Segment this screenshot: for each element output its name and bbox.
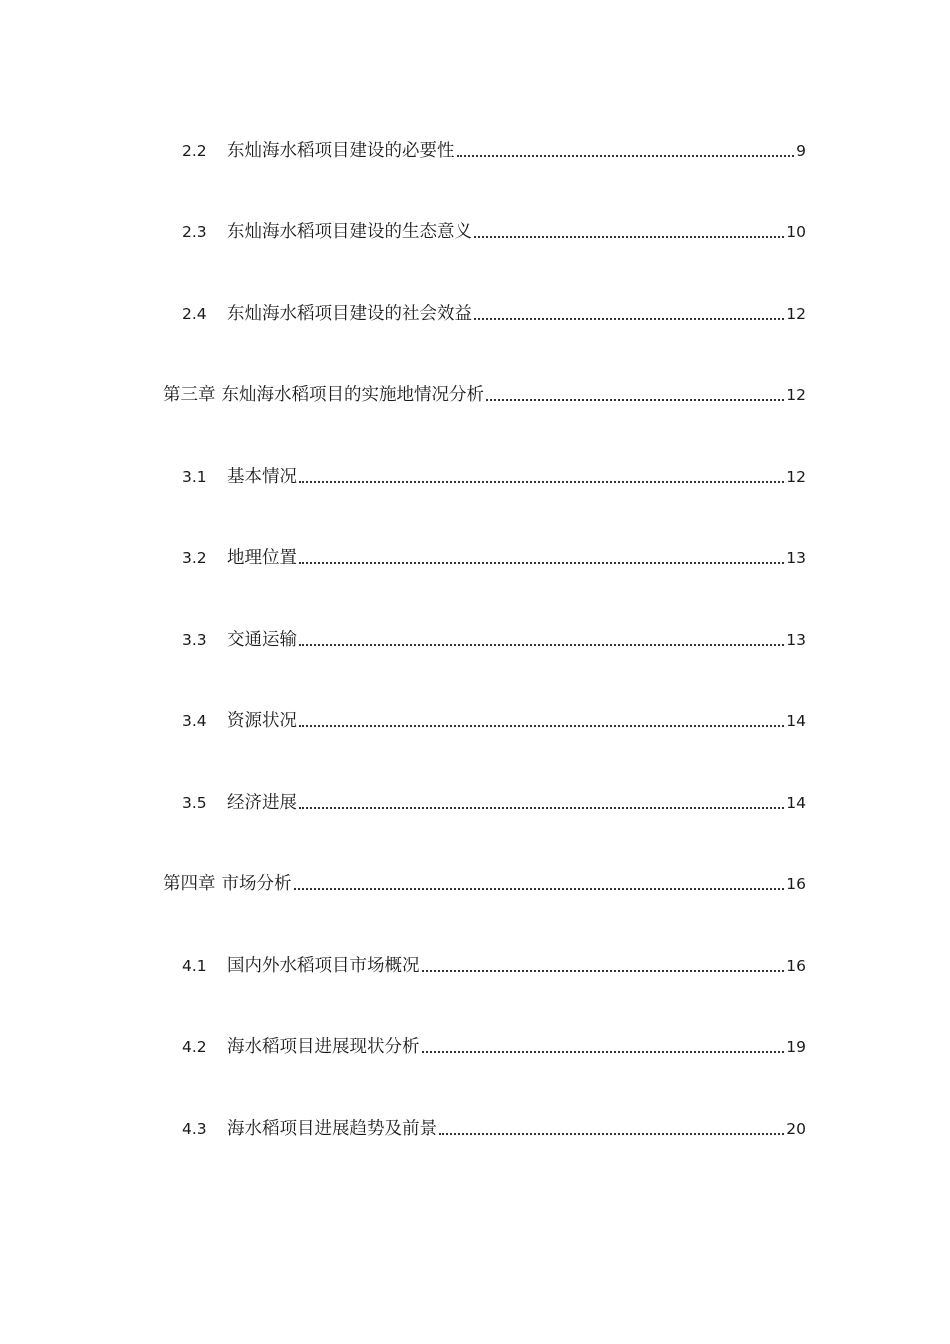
toc-number: 2.3 [182, 223, 207, 241]
toc-title: 海水稻项目进展现状分析 [227, 1037, 420, 1057]
toc-title: 海水稻项目进展趋势及前景 [227, 1119, 437, 1139]
toc-page-number: 12 [786, 305, 806, 323]
toc-number: 3.1 [182, 468, 207, 486]
dot-leader [422, 1051, 785, 1053]
toc-page-number: 16 [786, 957, 806, 975]
dot-leader [299, 807, 784, 809]
dot-leader [422, 970, 785, 972]
toc-number: 3.3 [182, 631, 207, 649]
toc-number: 2.4 [182, 305, 207, 323]
toc-title: 市场分析 [221, 874, 292, 894]
toc-page-number: 9 [796, 142, 806, 160]
toc-entry-2-3[interactable] [182, 219, 806, 245]
toc-entry-2-2[interactable] [182, 138, 806, 164]
toc-title: 东灿海水稻项目建设的社会效益 [227, 304, 472, 324]
toc-entry-3-2[interactable] [182, 545, 806, 571]
toc-chapter-label: 第四章 [163, 874, 216, 894]
toc-page-number: 12 [786, 386, 806, 404]
toc-number: 3.5 [182, 794, 207, 812]
toc-entry-3-4[interactable] [182, 708, 806, 734]
toc-page-number: 12 [786, 468, 806, 486]
toc-entry-3-5[interactable] [182, 790, 806, 816]
toc-entry-4-2[interactable] [182, 1034, 806, 1060]
toc-number: 4.1 [182, 957, 207, 975]
toc-entry-2-4[interactable] [182, 301, 806, 327]
toc-number: 3.4 [182, 712, 207, 730]
dot-leader [486, 399, 784, 401]
toc-chapter-label: 第三章 [163, 385, 216, 405]
toc-number: 4.2 [182, 1038, 207, 1056]
toc-entry-chapter-3[interactable] [163, 382, 806, 408]
toc-page-number: 13 [786, 549, 806, 567]
toc-title: 交通运输 [227, 630, 297, 650]
dot-leader [299, 562, 784, 564]
toc-page-number: 13 [786, 631, 806, 649]
toc-title: 东灿海水稻项目的实施地情况分析 [221, 385, 484, 405]
dot-leader [439, 1133, 784, 1135]
dot-leader [474, 318, 784, 320]
toc-number: 2.2 [182, 142, 207, 160]
toc-entry-4-1[interactable] [182, 953, 806, 979]
toc-number: 4.3 [182, 1120, 207, 1138]
dot-leader [294, 888, 785, 890]
toc-title: 地理位置 [227, 548, 297, 568]
dot-leader [299, 725, 784, 727]
toc-entry-3-1[interactable] [182, 464, 806, 490]
toc-page-number: 10 [786, 223, 806, 241]
dot-leader [474, 236, 784, 238]
toc-page-number: 16 [786, 875, 806, 893]
dot-leader [299, 644, 784, 646]
toc-page-number: 20 [786, 1120, 806, 1138]
toc-title: 经济进展 [227, 793, 297, 813]
toc-page-number: 14 [786, 712, 806, 730]
toc-entry-3-3[interactable] [182, 627, 806, 653]
toc-title: 东灿海水稻项目建设的生态意义 [227, 222, 472, 242]
toc-entry-4-3[interactable] [182, 1116, 806, 1142]
toc-title: 国内外水稻项目市场概况 [227, 956, 420, 976]
toc-title: 资源状况 [227, 711, 297, 731]
toc-number: 3.2 [182, 549, 207, 567]
toc-page-number: 19 [786, 1038, 806, 1056]
toc-page-number: 14 [786, 794, 806, 812]
toc-title: 基本情况 [227, 467, 297, 487]
dot-leader [299, 481, 784, 483]
toc-entry-chapter-4[interactable] [163, 871, 806, 897]
toc-title: 东灿海水稻项目建设的必要性 [227, 141, 455, 161]
dot-leader [457, 155, 795, 157]
